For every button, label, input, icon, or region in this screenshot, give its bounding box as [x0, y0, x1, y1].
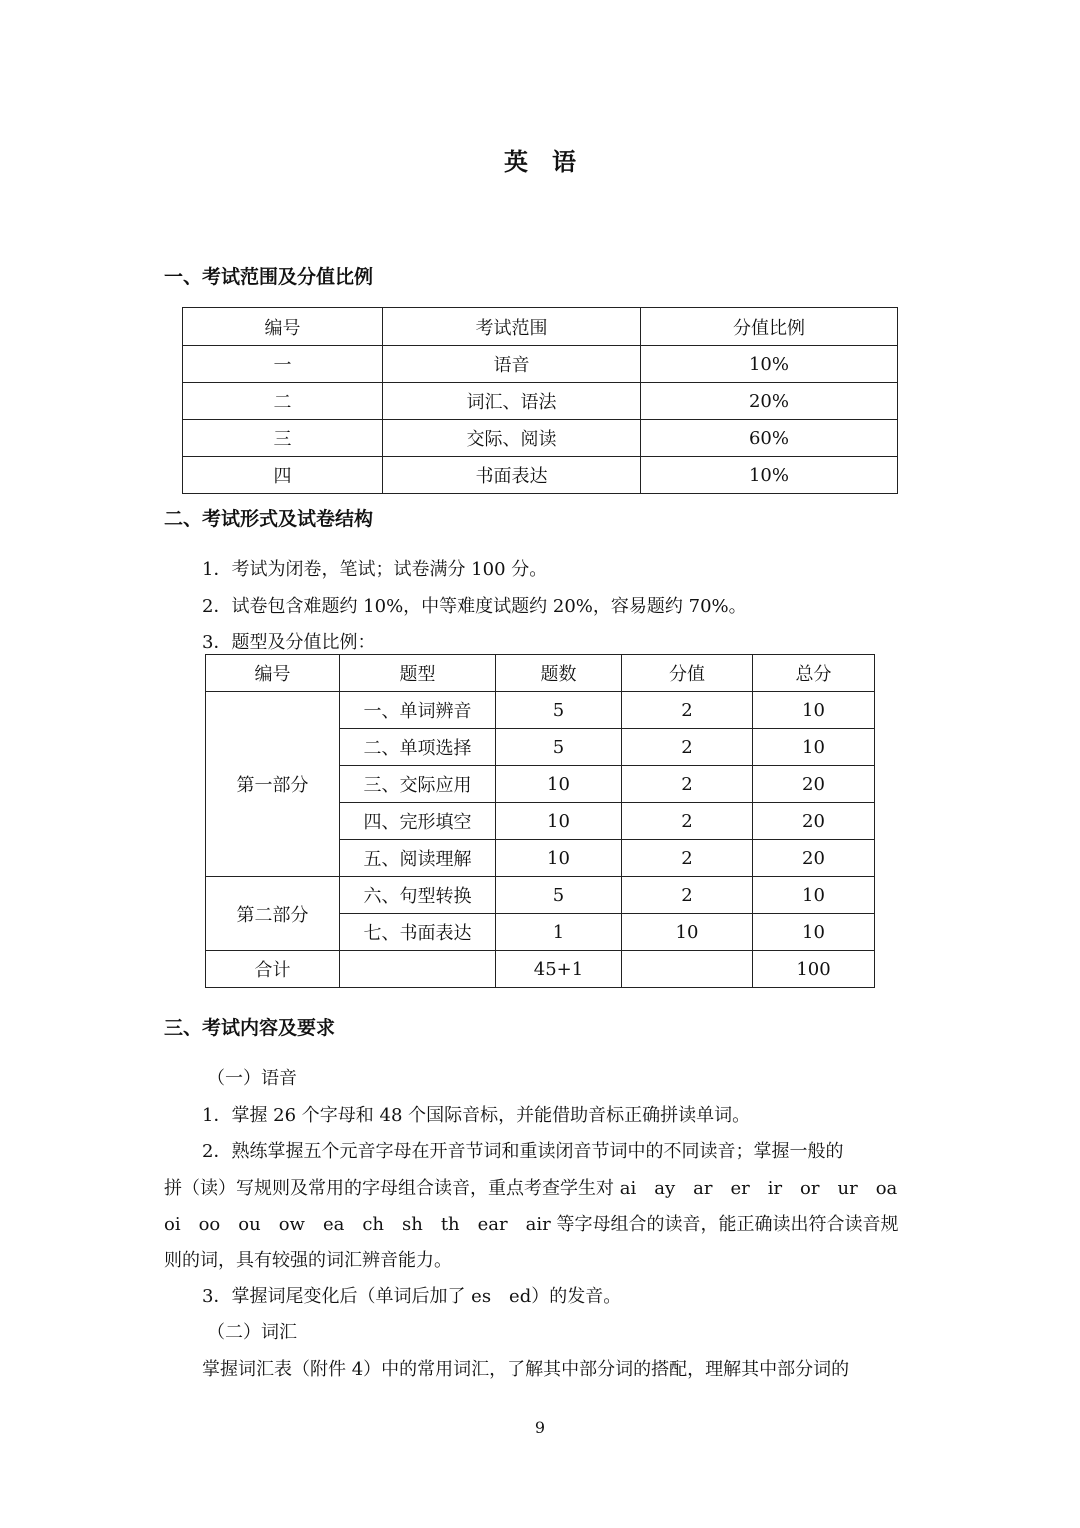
- paragraph: 3．掌握词尾变化后（单词后加了 es ed）的发音。: [202, 1286, 622, 1307]
- table-cell: 2: [622, 840, 753, 877]
- part-label: 第二部分: [206, 877, 340, 951]
- table-cell: 20: [753, 803, 875, 840]
- table-cell: 5: [496, 877, 622, 914]
- table-cell: 2: [622, 692, 753, 729]
- table-row: [183, 420, 898, 457]
- table-total-row: [206, 951, 875, 988]
- table-cell: 三、交际应用: [340, 766, 496, 803]
- table-cell: 交际、阅读: [383, 420, 641, 457]
- subsection-vocabulary: （二）词汇: [207, 1322, 297, 1343]
- paragraph: 掌握词汇表（附件 4）中的常用词汇，了解其中部分词的搭配，理解其中部分词的: [202, 1359, 850, 1380]
- page-number: 9: [534, 1418, 546, 1437]
- table-row: [183, 383, 898, 420]
- table-cell: [622, 951, 753, 988]
- question-type-table: [205, 654, 875, 988]
- table-cell: 五、阅读理解: [340, 840, 496, 877]
- subsection-pronunciation: （一）语音: [207, 1068, 297, 1089]
- table-header-row: [206, 655, 875, 692]
- table-cell: 5: [496, 692, 622, 729]
- table-cell: [340, 951, 496, 988]
- table-header-row: [183, 308, 898, 346]
- table-cell: 一: [183, 346, 383, 383]
- table-cell: 10: [496, 840, 622, 877]
- table-cell: 45+1: [496, 951, 622, 988]
- table-cell: 2: [622, 766, 753, 803]
- table-cell: 二: [183, 383, 383, 420]
- table-cell: 语音: [383, 346, 641, 383]
- section1-heading: 一、考试范围及分值比例: [164, 266, 374, 288]
- table-cell: 20: [753, 766, 875, 803]
- table-header: 题数: [496, 655, 622, 692]
- paragraph: 则的词，具有较强的词汇辨音能力。: [164, 1250, 452, 1271]
- table-cell: 20: [753, 840, 875, 877]
- paragraph: 2．熟练掌握五个元音字母在开音节词和重读闭音节词中的不同读音；掌握一般的: [202, 1141, 844, 1162]
- table-cell: 60%: [641, 420, 898, 457]
- table-header: 分值比例: [641, 308, 898, 346]
- table-cell: 合计: [206, 951, 340, 988]
- table-cell: 5: [496, 729, 622, 766]
- section3-heading: 三、考试内容及要求: [164, 1017, 336, 1039]
- table-cell: 10: [753, 692, 875, 729]
- table-header: 总分: [753, 655, 875, 692]
- table-cell: 书面表达: [383, 457, 641, 494]
- table-cell: 10%: [641, 346, 898, 383]
- table-cell: 10: [496, 766, 622, 803]
- table-cell: 一、单词辨音: [340, 692, 496, 729]
- table-header: 题型: [340, 655, 496, 692]
- table-cell: 10: [753, 877, 875, 914]
- table-header: 编号: [183, 308, 383, 346]
- paragraph: oi oo ou ow ea ch sh th ear air 等字母组合的读音，能正确读出符合读音规: [164, 1214, 899, 1235]
- table-cell: 七、书面表达: [340, 914, 496, 951]
- table-cell: 10: [496, 803, 622, 840]
- table-header: 考试范围: [383, 308, 641, 346]
- table-row: [206, 877, 875, 914]
- table-cell: 2: [622, 803, 753, 840]
- table-row: [183, 457, 898, 494]
- table-row: [206, 692, 875, 729]
- table-cell: 20%: [641, 383, 898, 420]
- table-cell: 1: [496, 914, 622, 951]
- part-label: 第一部分: [206, 692, 340, 877]
- paragraph: 1．掌握 26 个字母和 48 个国际音标，并能借助音标正确拼读单词。: [202, 1105, 751, 1126]
- table-cell: 10: [753, 914, 875, 951]
- table-cell: 100: [753, 951, 875, 988]
- section2-item-1: 1．考试为闭卷，笔试；试卷满分 100 分。: [202, 559, 548, 580]
- section2-item-2: 2．试卷包含难题约 10%，中等难度试题约 20%，容易题约 70%。: [202, 596, 747, 617]
- table-row: [183, 346, 898, 383]
- page-title: 英 语: [504, 148, 576, 176]
- table-cell: 三: [183, 420, 383, 457]
- table-cell: 10: [753, 729, 875, 766]
- table-cell: 六、句型转换: [340, 877, 496, 914]
- section2-item-3: 3．题型及分值比例：: [202, 632, 376, 653]
- table-cell: 2: [622, 877, 753, 914]
- table-cell: 10%: [641, 457, 898, 494]
- section2-heading: 二、考试形式及试卷结构: [164, 508, 374, 530]
- table-cell: 词汇、语法: [383, 383, 641, 420]
- table-cell: 2: [622, 729, 753, 766]
- table-cell: 四、完形填空: [340, 803, 496, 840]
- table-cell: 二、单项选择: [340, 729, 496, 766]
- table-cell: 10: [622, 914, 753, 951]
- table-header: 分值: [622, 655, 753, 692]
- table-cell: 四: [183, 457, 383, 494]
- score-scope-table: [182, 307, 898, 494]
- paragraph: 拼（读）写规则及常用的字母组合读音，重点考查学生对 ai ay ar er ir or ur oa: [164, 1178, 898, 1199]
- table-header: 编号: [206, 655, 340, 692]
